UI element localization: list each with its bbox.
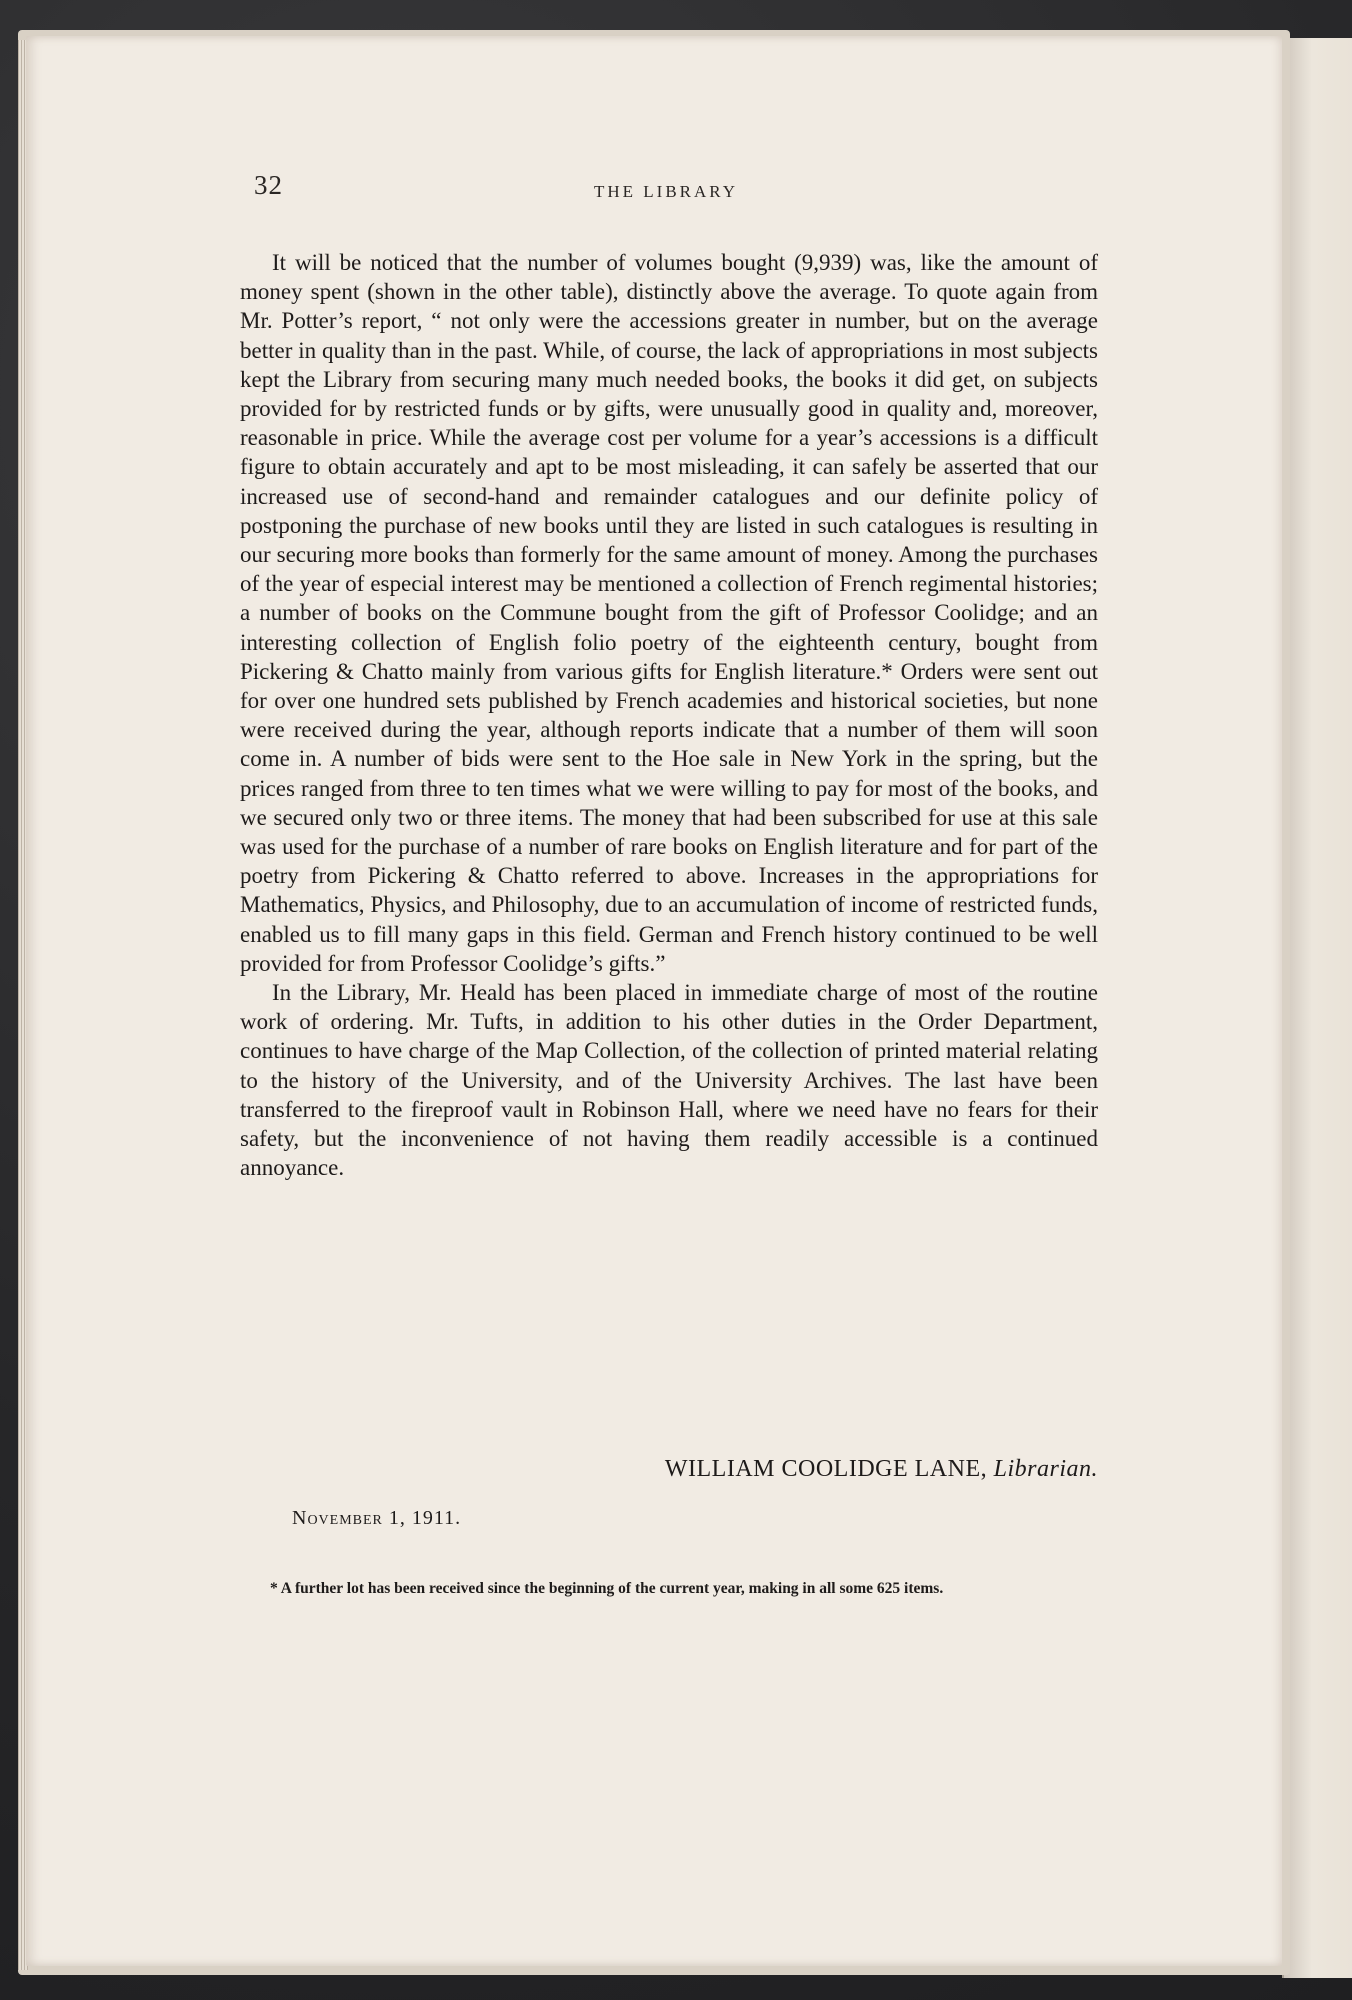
page-header — [254, 170, 1104, 210]
signature-name: WILLIAM COOLIDGE LANE, — [664, 1456, 988, 1482]
adjacent-page-edge — [1282, 38, 1352, 1978]
signature — [240, 1456, 1098, 1483]
paragraph-2: In the Library, Mr. Heald has been placed in immediate charge of most of the routine work of ordering. Mr. Tufts, in addition to his other duties in the Order Department, continues to have charge of the Map Collection, of the collection of printed material relating to the history of the University, and of the University Archives. The last have been transferred to the fireproof vault in Robinson Hall, where we need have no fears for their safety, but the inconvenience of not having them readily accessible is a continued annoyance. — [240, 980, 1098, 1181]
paragraph-1: It will be noticed that the number of volumes bought (9,939) was, like the amount of money spent (shown in the other table), distinctly above the average. To quote again from Mr. Potter’s report, “ not only were the accessions greater in number, but on the average better in quality than in the past. While, of course, the lack of appropriations in most subjects kept the Library from securing many much needed books, the books it did get, on subjects provided for by restricted funds or by gifts, were unusually good in quality and, moreover, reasonable in price. While the average cost per volume for a year’s accessions is a difficult figure to obtain accurately and apt to be most misleading, it can safely be asserted that our increased use of second-hand and remainder catalogues and our definite policy of postponing the purchase of new books until they are listed in such catalogues is resulting in our securing more books than formerly for the same amount of money. Among the purchases of the year of especial interest may be mentioned a collection of French regimental histories; a number of books on the Commune bought from the gift of Professor Coolidge; and an interesting collection of English folio poetry of the eighteenth century, bought from Pickering & Chatto mainly from various gifts for English literature.* Orders were sent out for over one hundred sets published by French academies and historical societies, but none were received during the year, although reports indicate that a number of them will soon come in. A number of bids were sent to the Hoe sale in New York in the spring, but the prices ranged from three to ten times what we were willing to pay for most of the books, and we secured only two or three items. The money that had been subscribed for use at this sale was used for the purchase of a number of rare books on English literature and for part of the poetry from Pickering & Chatto referred to above. Increases in the appropriations for Mathematics, Physics, and Philosophy, due to an accumulation of income of restricted funds, enabled us to fill many gaps in this field. German and French history continued to be well provided for from Professor Coolidge’s gifts.” — [240, 250, 1098, 976]
body-text — [240, 248, 1098, 1183]
signature-title: Librarian. — [993, 1456, 1098, 1482]
date-line: November 1, 1911. — [292, 1507, 462, 1529]
page-number: 32 — [254, 170, 283, 200]
running-head: THE LIBRARY — [594, 182, 738, 201]
footnote: * A further lot has been received since the beginning of the current year, making in all some 625 items. — [270, 1580, 944, 1597]
